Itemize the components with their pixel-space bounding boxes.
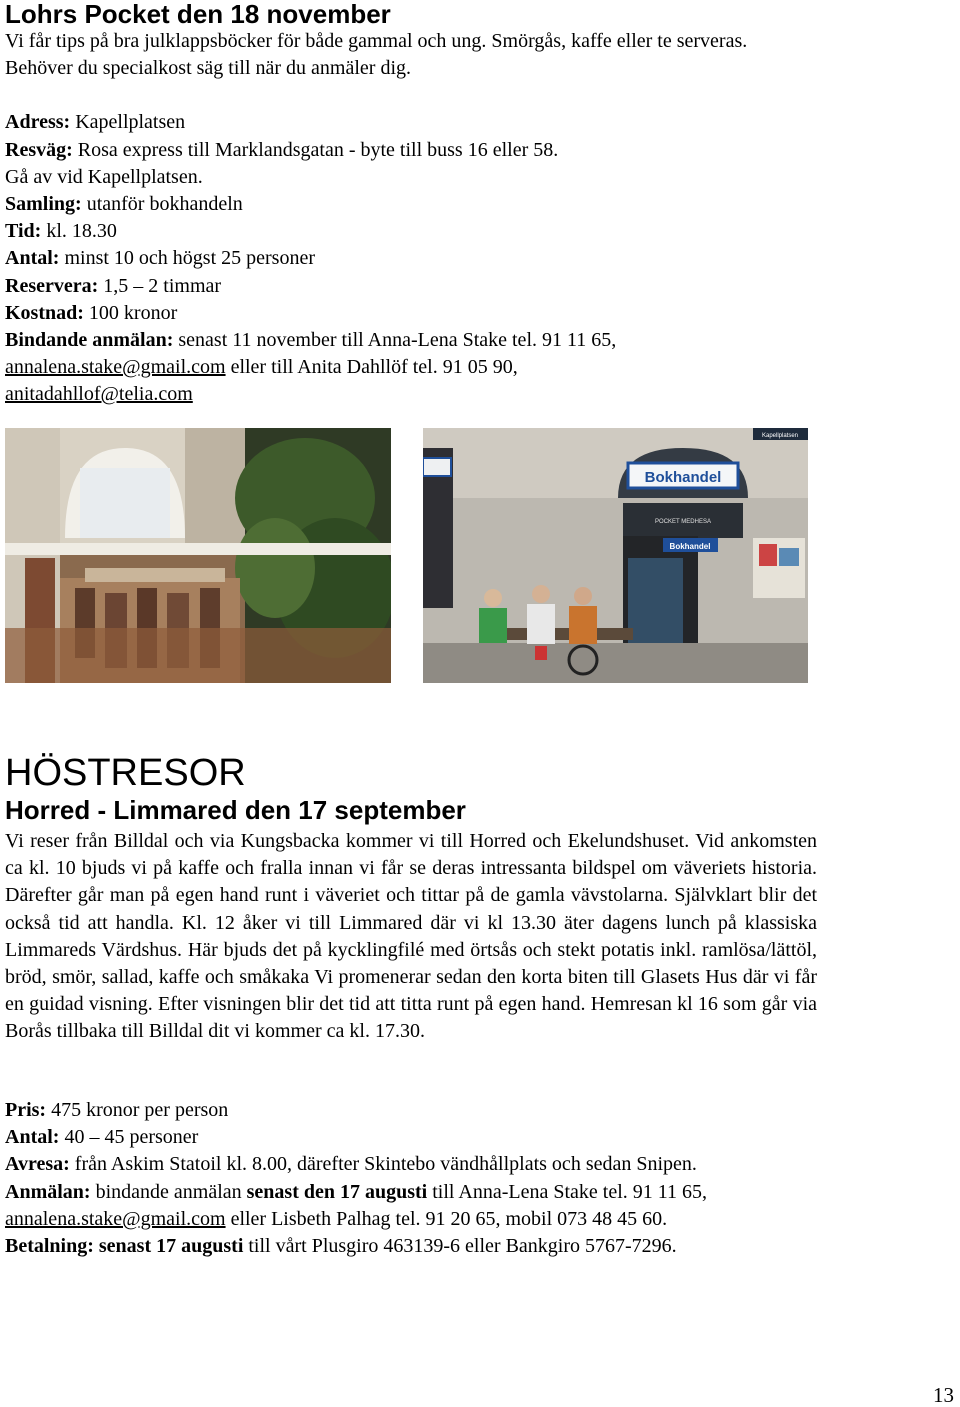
event1-details — [5, 28, 825, 409]
event-title-horred-limmared: Horred - Limmared den 17 september — [5, 795, 466, 825]
event1-signup: Bindande anmälan: senast 11 november till Anna-Lena Stake tel. 91 11 65, annalena.stake@gmail.com eller till Anita Dahllöf tel. 91 05 90, anitadahllof@telia.com — [5, 329, 617, 406]
event1-address: Adress: Kapellplatsen — [5, 111, 186, 134]
pocket-sign-text: POCKET MEDHESA — [655, 519, 711, 525]
event1-reserve: Reservera: 1,5 – 2 timmar — [5, 274, 222, 297]
event-title-lohrs-pocket: Lohrs Pocket den 18 november — [5, 0, 391, 29]
bookstore-facade-image — [423, 428, 808, 683]
event1-intro: Vi får tips på bra julklappsböcker för både gammal och ung. Smörgås, kaffe eller te serveras. Behöver du specialkost säg till när du anmäler dig. — [5, 30, 748, 80]
event2-body — [5, 828, 817, 1046]
photo-bookstore-facade — [423, 428, 808, 683]
facade-sign-text: Bokhandel — [644, 469, 722, 486]
event1-meeting: Samling: utanför bokhandeln — [5, 193, 243, 216]
email-link-anita[interactable]: anitadahllof@telia.com — [5, 383, 193, 406]
photo-bookstore-interior — [5, 428, 391, 683]
section-title-hostresor: HÖSTRESOR — [5, 752, 246, 794]
event2-departure: Avresa: från Askim Statoil kl. 8.00, därefter Skintebo vändhållplats och sedan Snipen. — [5, 1153, 697, 1176]
event2-count: Antal: 40 – 45 personer — [5, 1126, 199, 1149]
event2-details — [5, 1097, 805, 1260]
event1-route: Resväg: Rosa express till Marklandsgatan - byte till buss 16 eller 58. — [5, 138, 559, 161]
email-link-annalena-2[interactable]: annalena.stake@gmail.com — [5, 1207, 226, 1230]
event2-signup: Anmälan: bindande anmälan senast den 17 augusti till Anna-Lena Stake tel. 91 11 65, annalena.stake@gmail.com eller Lisbeth Palhag tel. 91 20 65, mobil 073 48 45 60. — [5, 1180, 708, 1230]
event1-route-line2: Gå av vid Kapellplatsen. — [5, 165, 203, 188]
event2-description: Vi reser från Billdal och via Kungsbacka kommer vi till Horred och Ekelundshuset. Vid ankomsten ca kl. 10 bjuds vi på kaffe och fralla innan vi får se deras intressanta bildspel om väveriets historia. Därefter går man på egen hand runt i väveriet och tittar på de gamla vävstolarna. Självklart blir det också tid att handla. Kl. 12 åker vi till Limmared där vi kl 13.30 äter dagens lunch på klassiska Limmareds Värdshus. Här bjuds det på kycklingfilé med örtsås och stekt potatis inkl. ramlösa/lättöl, bröd, smör, sallad, kaffe och småkaka Vi promenerar sedan den korta biten till Glasets Hus där vi får en guidad visning. Efter visningen blir det tid att titta runt på egen hand. Hemresan kl 16 som går via Borås tillbaka till Billdal dit vi kommer ca kl. 17.30. — [5, 830, 817, 1043]
door-sign-text: Bokhandel — [669, 542, 711, 551]
page-number: 13 — [933, 1383, 954, 1407]
event1-count: Antal: minst 10 och högst 25 personer — [5, 247, 315, 270]
bookstore-interior-image — [5, 428, 391, 683]
event1-cost: Kostnad: 100 kronor — [5, 301, 178, 324]
event1-time: Tid: kl. 18.30 — [5, 220, 117, 243]
street-sign-text: Kapellplatsen — [761, 433, 799, 439]
event2-payment: Betalning: senast 17 augusti till vårt Plusgiro 463139-6 eller Bankgiro 5767-7296. — [5, 1235, 677, 1258]
event2-price: Pris: 475 kronor per person — [5, 1099, 229, 1121]
email-link-annalena[interactable]: annalena.stake@gmail.com — [5, 356, 226, 379]
